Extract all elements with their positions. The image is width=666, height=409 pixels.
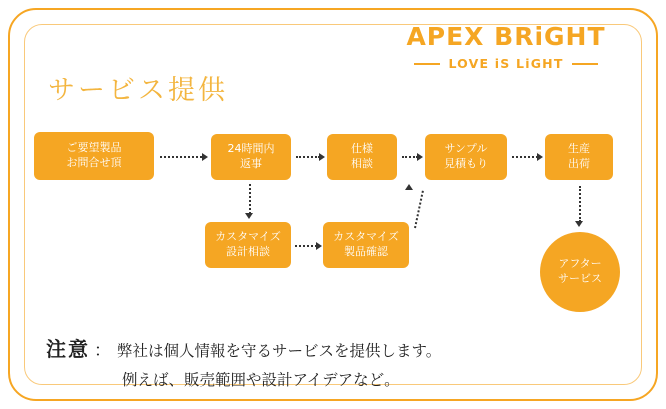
brand-tagline: LOVE iS LiGHT [448, 56, 564, 71]
flow-node-request-line2: お問合せ頂 [66, 156, 122, 169]
connector-spec-to-sample [402, 156, 418, 158]
connector-production-to-aftersales [579, 186, 581, 222]
flow-node-reply24h-line1: 24時間内 [227, 142, 275, 156]
flow-node-reply24h [211, 134, 291, 180]
note-line-1 [46, 333, 616, 362]
connector-sample-to-production-head [537, 153, 543, 161]
connector-request-to-reply24h [160, 156, 202, 158]
flow-node-spec [327, 134, 397, 180]
flow-node-customdesign-line1: カスタマイズ [215, 230, 281, 244]
flow-node-aftersales-line2: サービス [558, 272, 602, 285]
connector-customcheck-to-sample-head [405, 184, 413, 190]
flow-node-aftersales [540, 232, 620, 312]
note-label: 注意 [46, 337, 90, 361]
connector-reply24h-to-customdesign [249, 184, 251, 214]
connector-sample-to-production [512, 156, 538, 158]
flow-node-spec-line1: 仕様 [351, 142, 373, 156]
flow-node-request [34, 132, 154, 180]
flow-node-spec-line2: 相談 [351, 157, 373, 170]
connector-customdesign-to-customcheck [295, 245, 317, 247]
flow-node-aftersales-line1: アフター [558, 257, 602, 271]
flow-node-production-line1: 生産 [568, 142, 590, 156]
flow-node-sample-line2: 見積もり [444, 157, 488, 170]
flow-node-customdesign [205, 222, 291, 268]
brand-rule-right [572, 63, 598, 65]
page-title: サービス提供 [48, 75, 228, 106]
connector-production-to-aftersales-head [575, 221, 583, 227]
flow-node-sample [425, 134, 507, 180]
flow-node-sample-line1: サンプル [444, 142, 488, 156]
flow-node-reply24h-line2: 返事 [240, 157, 262, 170]
connector-reply24h-to-customdesign-head [245, 213, 253, 219]
flow-node-customcheck-line2: 製品確認 [344, 245, 388, 258]
flow-node-production [545, 134, 613, 180]
brand-name: APEX BRiGHT [406, 22, 606, 51]
connector-reply24h-to-spec-head [319, 153, 325, 161]
note-text-line1: 弊社は個人情報を守るサービスを提供します。 [117, 342, 442, 360]
brand-tagline-row [386, 56, 626, 71]
connector-reply24h-to-spec [296, 156, 320, 158]
flow-node-customdesign-line2: 設計相談 [226, 245, 270, 258]
note-block [46, 333, 616, 390]
connector-customdesign-to-customcheck-head [316, 242, 322, 250]
flow-node-production-line2: 出荷 [568, 157, 590, 170]
flow-node-customcheck [323, 222, 409, 268]
connector-request-to-reply24h-head [202, 153, 208, 161]
flow-node-request-line1: ご要望製品 [66, 141, 122, 155]
connector-spec-to-sample-head [417, 153, 423, 161]
flow-node-customcheck-line1: カスタマイズ [333, 230, 399, 244]
brand-logo [386, 24, 626, 71]
note-colon: ： [94, 341, 111, 361]
note-text-line2: 例えば、販売範囲や設計アイデアなど。 [122, 371, 400, 389]
brand-rule-left [414, 63, 440, 65]
